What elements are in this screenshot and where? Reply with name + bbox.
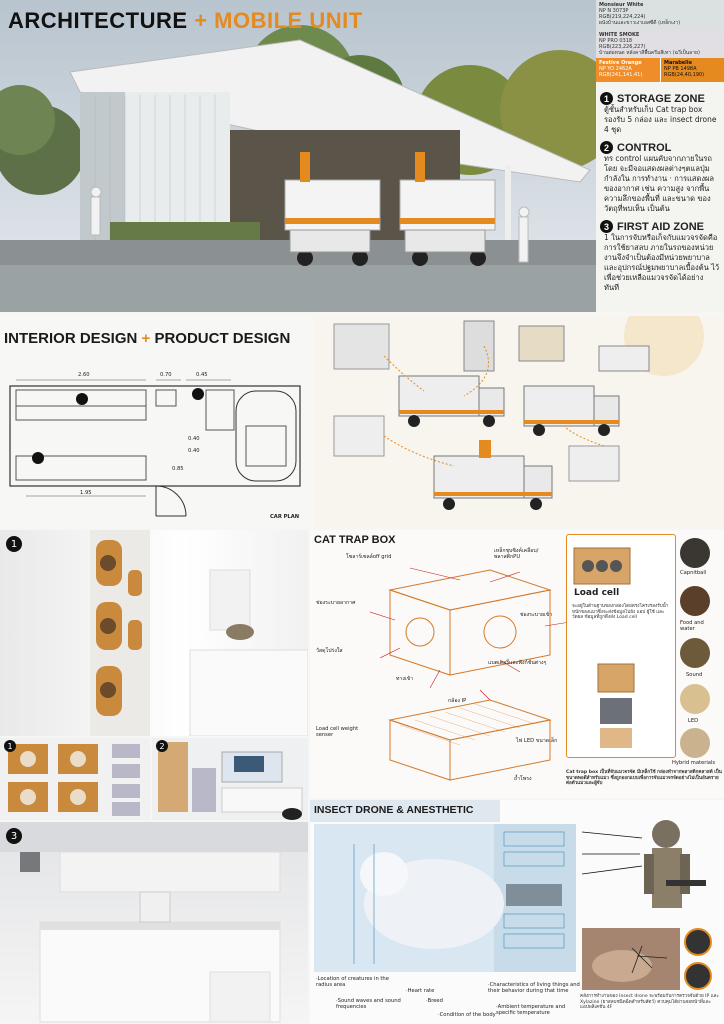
icon-led (680, 684, 710, 714)
drone-bullet-sound: ·Sound waves and sound frequencies (336, 998, 401, 1010)
zone-1-heading (600, 92, 720, 105)
title-mobile-unit: MOBILE UNIT (214, 8, 363, 33)
label-cave: ถ้ำโพรง (514, 776, 532, 782)
icon-label-food: Food and water (680, 620, 704, 632)
drone-bullet-breed: ·Breed (426, 998, 443, 1004)
swatch-use: บ้านต่อหนด หลังคาสีพื้นครีมสีเทา (ฉวีเป็นลาย) (599, 50, 700, 56)
load-cell-renders (570, 538, 674, 754)
icon-capnitball (680, 538, 710, 568)
swatch-marabelle (660, 58, 724, 82)
dim-0-45: 0.45 (196, 372, 208, 378)
cat-trap-footer: Cat trap box เป็นที่จับแมวจรจัด มีเหล็กใช้ กล่องทำจากพลาสติกคลาสต์ เป็นขนาดพอดีสำหรับแมว ซึ่งถูกออกแบบเพื่อการจับแมวจรจัดอย่างไม่เป็นอันตรายต่อตัวแมวและผู้จับ (566, 770, 722, 787)
swatch-rgb: RGB(24,40,190) (664, 72, 705, 78)
cat-trap-title: CAT TRAP BOX (314, 534, 396, 546)
swatch-white-smoke (596, 30, 724, 58)
swatch-name: Marabelle (664, 60, 692, 66)
dim-2-60: 2.60 (78, 372, 90, 378)
cat-trap-diagram (370, 560, 570, 790)
drone-bullet-condition: ·Condition of the body (438, 1012, 496, 1018)
swatch-code: NP PB 1498A (664, 66, 697, 72)
dim-1-95: 1.95 (80, 490, 92, 496)
title-plus: + (194, 8, 208, 33)
interior-title-a: INTERIOR DESIGN (4, 330, 138, 347)
swatch-rgb: RGB(219,224,224) (599, 14, 646, 20)
icon-label-sound: Sound (686, 672, 703, 678)
icon-label-hybrid: Hybrid materials (672, 760, 716, 766)
drone-bullet-behavior: ·Characteristics of living things and their behavior during that time (488, 982, 580, 994)
zone-2-text: ทร control แผนคับจากภายในรถโดย จะมีจอแสดงผลต่างๆตแลปุ่มกำลังใน การทำงาน · การแสดงผลของอากาศ เช่น ความสูง จากพื้น ความลึกของพื้นที่ และขนาด ของวัตถุที่พบเห็น เป็นต้น (604, 154, 714, 213)
interior-photo-first-aid (0, 822, 308, 1024)
photo-1-number: 1 (6, 536, 22, 552)
swatch-use: ผนังบ้านและขาวเงาเอสซีดี (เหล็กเงา) (599, 20, 681, 26)
label-transparent: วัสดุโปร่งใส (316, 648, 343, 654)
swatch-code: NP YO 2462A (599, 66, 632, 72)
zone-3-title: FIRST AID ZONE (617, 220, 704, 233)
photo-3-number: 2 (156, 740, 168, 752)
drone-hud-render (314, 824, 576, 972)
label-vent-in: ช่องระบายเข้า (520, 612, 553, 618)
swatch-name: Monsieur White (599, 2, 644, 8)
cat-trap-section (310, 530, 724, 798)
label-zinc-steel: เหล็กชุบซิงค์เคลือบ/พลาสติกPU (494, 548, 539, 560)
swatch-rgb: RGB(223,226,227) (599, 44, 646, 50)
drone-icon-1 (684, 928, 712, 956)
drone-bullet-heart: ·Heart rate (406, 988, 435, 994)
zone-3-text: 1 ในการจับหรือเก็จกับแมวจรจัดคือ การใช้ยาสลบ ภายในรถของหน่วย งานจึงจำเป็นต้องมีหน่วยพยาบาล และอุปกรณ์ปฐมพยาบาลเบื้องต้น ไว้ เพื่อช่วยเหลือแมวจรจัดได้อย่าง ทันที (604, 233, 720, 292)
swatch-festive-orange (596, 58, 660, 82)
dim-0-85: 0.85 (172, 466, 184, 472)
operator-figure (582, 814, 724, 926)
interior-title-b: PRODUCT DESIGN (154, 330, 291, 347)
zone-1-text: ตู้ชั้นสำหรับเก็บ Cat trap box รองรับ 5 กล่อง และ insect drone 4 ชุด (604, 105, 717, 134)
label-ip-camera: กล้อง IP (448, 698, 467, 704)
zone-2-number: 2 (600, 141, 613, 154)
drone-note: คลังการทำงานของ Insect drone จะพร้อมกับการตรวจจับด้วย IP และ Xylazine (ยาสลบชนิดฉีดสำหรับสัตว์) ควบคุมได้ผ่านจอหน้าที่และแอปพลิเคชัน 4F (580, 994, 719, 1011)
photo-2-number: 1 (4, 740, 16, 752)
zone-2-heading (600, 141, 720, 154)
label-battery: แบตเตอรี่และฟังก์ชั่นต่างๆ (488, 660, 547, 666)
icon-food-water (680, 586, 710, 616)
insect-drone-section (310, 800, 724, 1024)
load-cell-text: จะอยู่ในด้านฐานของกล่องโดยตรงโครงรองรับน้ำหนักของแมวซึ่งจะส่งข้อมูลไปยัง แอป ผู้ใช้ และวัดผล ข้อมูลที่ถูกดึงส่ง Load cell (572, 604, 669, 621)
zone-1-title: STORAGE ZONE (617, 92, 705, 105)
car-plan-drawing (6, 366, 306, 526)
dim-0-70: 0.70 (160, 372, 172, 378)
interior-title-plus: + (141, 330, 151, 347)
swatch-name: WHITE SMOKE (599, 32, 640, 38)
dim-0-40-a: 0.40 (188, 436, 200, 442)
interior-title (4, 330, 290, 347)
building-render-illustration (0, 0, 596, 312)
icon-sound (680, 638, 710, 668)
swatch-name: Festive Orange (599, 60, 642, 66)
icon-hybrid (680, 728, 710, 758)
label-solar-cell: โซลาร์เซลล์off grid (346, 554, 392, 560)
zone-1-number: 1 (600, 92, 613, 105)
label-vent: ช่องระบายอากาศ (316, 600, 356, 606)
drone-icon-2 (684, 962, 712, 990)
icon-label-led: LED (688, 718, 699, 724)
interior-section (0, 316, 724, 528)
drone-title: INSECT DRONE & ANESTHETIC (314, 804, 474, 816)
drone-bullet-temperature: ·Ambient temperature and specific temperature (496, 1004, 566, 1016)
swatch-monsieur-white (596, 0, 724, 30)
dim-0-40-b: 0.40 (188, 448, 200, 454)
drone-bullet-location: ·Location of creatures in the radius area (316, 976, 389, 988)
swatch-rgb: RGB(241,141,41) (599, 72, 643, 78)
label-entrance: ทางเข้า (396, 676, 414, 682)
label-load-cell: Load cell weight senser (316, 726, 359, 738)
label-led: ไฟ LED ขนาดเล็ก (516, 738, 558, 744)
title-architecture: ARCHITECTURE (8, 8, 188, 33)
icon-label-capnitball: Capnitball (680, 570, 707, 576)
interior-photo-control (152, 738, 308, 820)
product-design-renders (314, 316, 724, 528)
mosquito-drone-photo (582, 928, 680, 990)
zone-2-title: CONTROL (617, 141, 672, 154)
load-cell-title: Load cell (574, 588, 620, 598)
interior-photo-storage (0, 738, 150, 820)
side-panel (596, 0, 724, 312)
hero-render (0, 0, 596, 312)
interior-photo-1 (0, 530, 308, 736)
swatch-code: NP N 3073P (599, 8, 629, 14)
photo-4-number: 3 (6, 828, 22, 844)
zone-3-number: 3 (600, 220, 613, 233)
car-plan-label: CAR PLAN (270, 514, 300, 520)
swatch-code: NP PRO 0318 (599, 38, 633, 44)
zone-3-heading (600, 220, 720, 233)
